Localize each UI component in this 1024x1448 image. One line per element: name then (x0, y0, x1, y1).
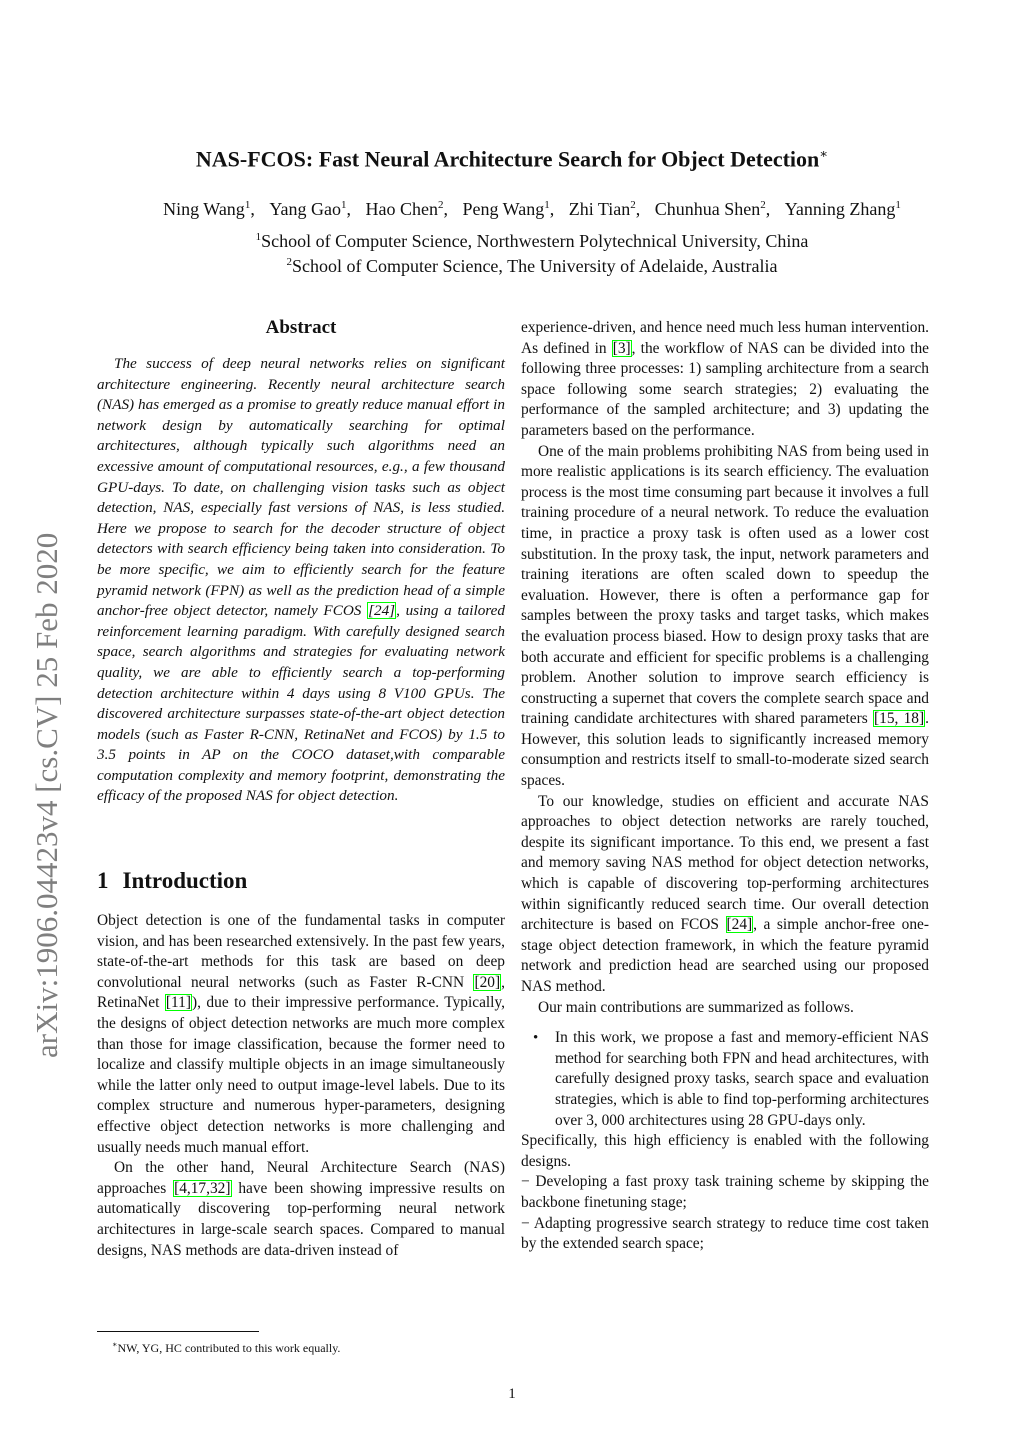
affiliation-number: 1 (255, 231, 262, 243)
author-affiliation-mark: 1 (244, 199, 251, 211)
list-item (521, 1028, 929, 1131)
author-affiliation-mark: 2 (760, 199, 766, 211)
footnote-mark: ∗ (112, 1340, 118, 1349)
section-number: 1 (97, 868, 109, 894)
bullet-icon: • (533, 1030, 539, 1047)
section-title: Introduction (122, 868, 248, 894)
author-name: Ning Wang (163, 199, 245, 219)
paragraph-text: experience-driven, and hence need much less human intervention. As defined in (521, 319, 929, 357)
right-paragraph-1 (521, 318, 929, 442)
citation-link[interactable]: [20] (474, 973, 501, 991)
author-affiliation-mark: 1 (341, 199, 347, 211)
section-heading-introduction (97, 867, 505, 895)
paragraph-text: , a simple anchor-free one-stage object detection framework, in which the feature pyramid network and prediction head are searched using our proposed NAS method. (521, 916, 929, 995)
intro-paragraph-1 (97, 911, 505, 1158)
right-paragraph-4: Our main contributions are summarized as follows. (538, 998, 854, 1016)
author-name: Peng Wang (462, 199, 545, 219)
author-list (0, 193, 1024, 221)
footnote (112, 1337, 340, 1356)
page-number: 1 (508, 1386, 516, 1402)
author: Chunhua Shen$^2$, (654, 199, 771, 219)
footnote-divider (97, 1331, 259, 1332)
author-name: Zhi Tian (568, 199, 631, 219)
citation-link[interactable]: [15, 18] (874, 710, 925, 728)
bullet-text: In this work, we propose a fast and memory-efficient NAS method for searching both FPN and head architectures, with carefully designed proxy tasks, search space and evaluation strategies, which is able to find top-performing architectures over 3, 000 architectures using 28 GPU-days only. (555, 1029, 929, 1129)
author: Yang Gao$^1$, (269, 199, 351, 219)
right-paragraph-2 (521, 442, 929, 792)
affiliation-1 (0, 225, 1024, 253)
affiliation-number: 2 (286, 256, 292, 268)
paragraph-text: Object detection is one of the fundamental tasks in computer vision, and has been researched extensively. In the past few years, state-of-the-art methods for this task are based on deep convolutional neural networks (such as Faster R-CNN (97, 912, 505, 991)
citation-link[interactable]: [3] (612, 339, 631, 357)
sub-paragraph: Specifically, this high efficiency is enabled with the following designs. (521, 1132, 929, 1170)
paragraph-text: To our knowledge, studies on efficient and accurate NAS approaches to object detection networks are rarely touched, despite its significant importance. To this end, we present a fast and memory saving NAS method for object detection networks, which is capable of discovering top-performing architectures within significantly reduced search time. Our overall detection architecture is based on FCOS (521, 792, 929, 934)
author (785, 199, 901, 219)
paragraph-text: , RetinaNet (97, 973, 505, 1012)
arxiv-identifier: arXiv:1906.04423v4 [cs.CV] 25 Feb 2020 (29, 532, 64, 1058)
paragraph-text: On the other hand, Neural Architecture Search (NAS) approaches (97, 1159, 505, 1197)
footnote-text: NW, YG, HC contributed to this work equally. (117, 1341, 341, 1355)
author-affiliation-mark: 2 (630, 199, 636, 211)
author-affiliation-mark: 1 (895, 199, 901, 211)
citation-link[interactable]: [24] (368, 602, 396, 620)
author: Peng Wang$^1$, (462, 199, 555, 219)
left-column (97, 316, 505, 1261)
paper-title (0, 140, 1024, 173)
contributions-list (521, 1028, 929, 1131)
author: Zhi Tian$^2$, (568, 199, 641, 219)
paragraph-text: ), due to their impressive performance. Typically, the designs of object detection networks are much more complex than those for image classification, because the former need to localize and classify multiple objects in an image simultaneously while the latter only need to output image-level labels. Due to its complex structure and numerous hyper-parameters, designing effective object detection networks is more challenging and usually needs much manual effort. (97, 994, 505, 1156)
citation-link[interactable]: [11] (165, 994, 191, 1012)
affiliation-text: School of Computer Science, The University of Adelaide, Australia (291, 256, 778, 276)
author: Hao Chen$^2$, (365, 199, 448, 219)
affiliation-text: School of Computer Science, Northwestern Polytechnical University, China (261, 231, 809, 251)
dash-item-1: − Developing a fast proxy task training scheme by skipping the backbone finetuning stage; (521, 1173, 929, 1211)
abstract-heading: Abstract (265, 317, 337, 338)
right-paragraph-3 (521, 792, 929, 998)
paragraph-text: have been showing impressive results on automatically discovering top-performing neural network architectures in large-scale search spaces. Compared to manual designs, NAS methods are data-driven instead of (97, 1179, 505, 1259)
author-name: Yang Gao (269, 199, 341, 219)
paragraph-text: One of the main problems prohibiting NAS from being used in more realistic applications is its search efficiency. The evaluation process is the most time consuming part because it involves a full training procedure of a neural network. To reduce the evaluation time, in practice a proxy task is often used as a lower cost substitution. In the proxy task, the input, network parameters and training iterations are often scaled down to speedup the evaluation. However, there is often a performance gap for samples between the proxy tasks and target tasks, which makes the evaluation process biased. How to design proxy tasks that are both accurate and efficient for specific problems is a challenging problem. Another solution to improve search efficiency is constructing a supernet that covers the complete search space and training candidate architectures with shared parameters (521, 442, 929, 728)
dash-item-2: − Adapting progressive search strategy to reduce time cost taken by the extended search space; (521, 1214, 929, 1253)
paragraph-text: , the workflow of NAS can be divided into the following three processes: 1) sampling architecture from a search space following some search strategies; 2) evaluating the performance of the sampled architecture; and 3) updating the parameters based on the performance. (521, 339, 929, 439)
affiliation-2 (0, 250, 1024, 278)
author-affiliation-mark: 1 (544, 199, 550, 211)
author-name: Yanning Zhang (784, 199, 896, 219)
author-name: Hao Chen (365, 199, 438, 219)
citation-link[interactable]: [24] (726, 916, 753, 934)
title-footnote-mark: ∗ (819, 146, 829, 161)
citation-link[interactable]: [4,17,32] (174, 1179, 231, 1197)
abstract-text-part: , using a tailored reinforcement learning paradigm. With carefully designed search space, search algorithms and strategies for evaluating network quality, we are able to efficiently search a top-performing detection architecture within 4 days using 8 V100 GPUs. The discovered architecture surpasses state-of-the-art object detection models (such as Faster R-CNN, RetinaNet and FCOS) by 1.5 to 3.5 points in AP on the COCO dataset,with comparable computation complexity and memory footprint, demonstrating the efficacy of the proposed NAS for object detection. (97, 602, 505, 805)
author-affiliation-mark: 2 (437, 199, 444, 211)
author: Ning Wang$^1$, (163, 199, 255, 219)
abstract-text-part: The success of deep neural networks relies on significant architecture engineering. Recently neural architecture search (NAS) has emerged as a promise to greatly reduce manual effort in network design by automatically searching for optimal architectures, although typically such algorithms need an excessive amount of computational resources, e.g., a few thousand GPU-days. To date, on challenging vision tasks such as object detection, NAS, especially fast versions of NAS, is less studied. Here we propose to search for the decoder structure of object detectors with search efficiency being taken into consideration. To be more specific, we aim to efficiently search for the feature pyramid network (FPN) as well as the prediction head of a simple anchor-free object detector, namely FCOS (97, 355, 505, 620)
author-name: Chunhua Shen (654, 199, 761, 219)
title-text: NAS-FCOS: Fast Neural Architecture Search for Object Detection (195, 146, 820, 172)
intro-paragraph-2 (97, 1158, 505, 1261)
abstract-text (97, 354, 505, 807)
right-column (521, 318, 929, 1255)
paragraph-text: . However, this solution leads to significantly increased memory consumption and restricts itself to small-to-moderate sized search spaces. (521, 710, 929, 790)
